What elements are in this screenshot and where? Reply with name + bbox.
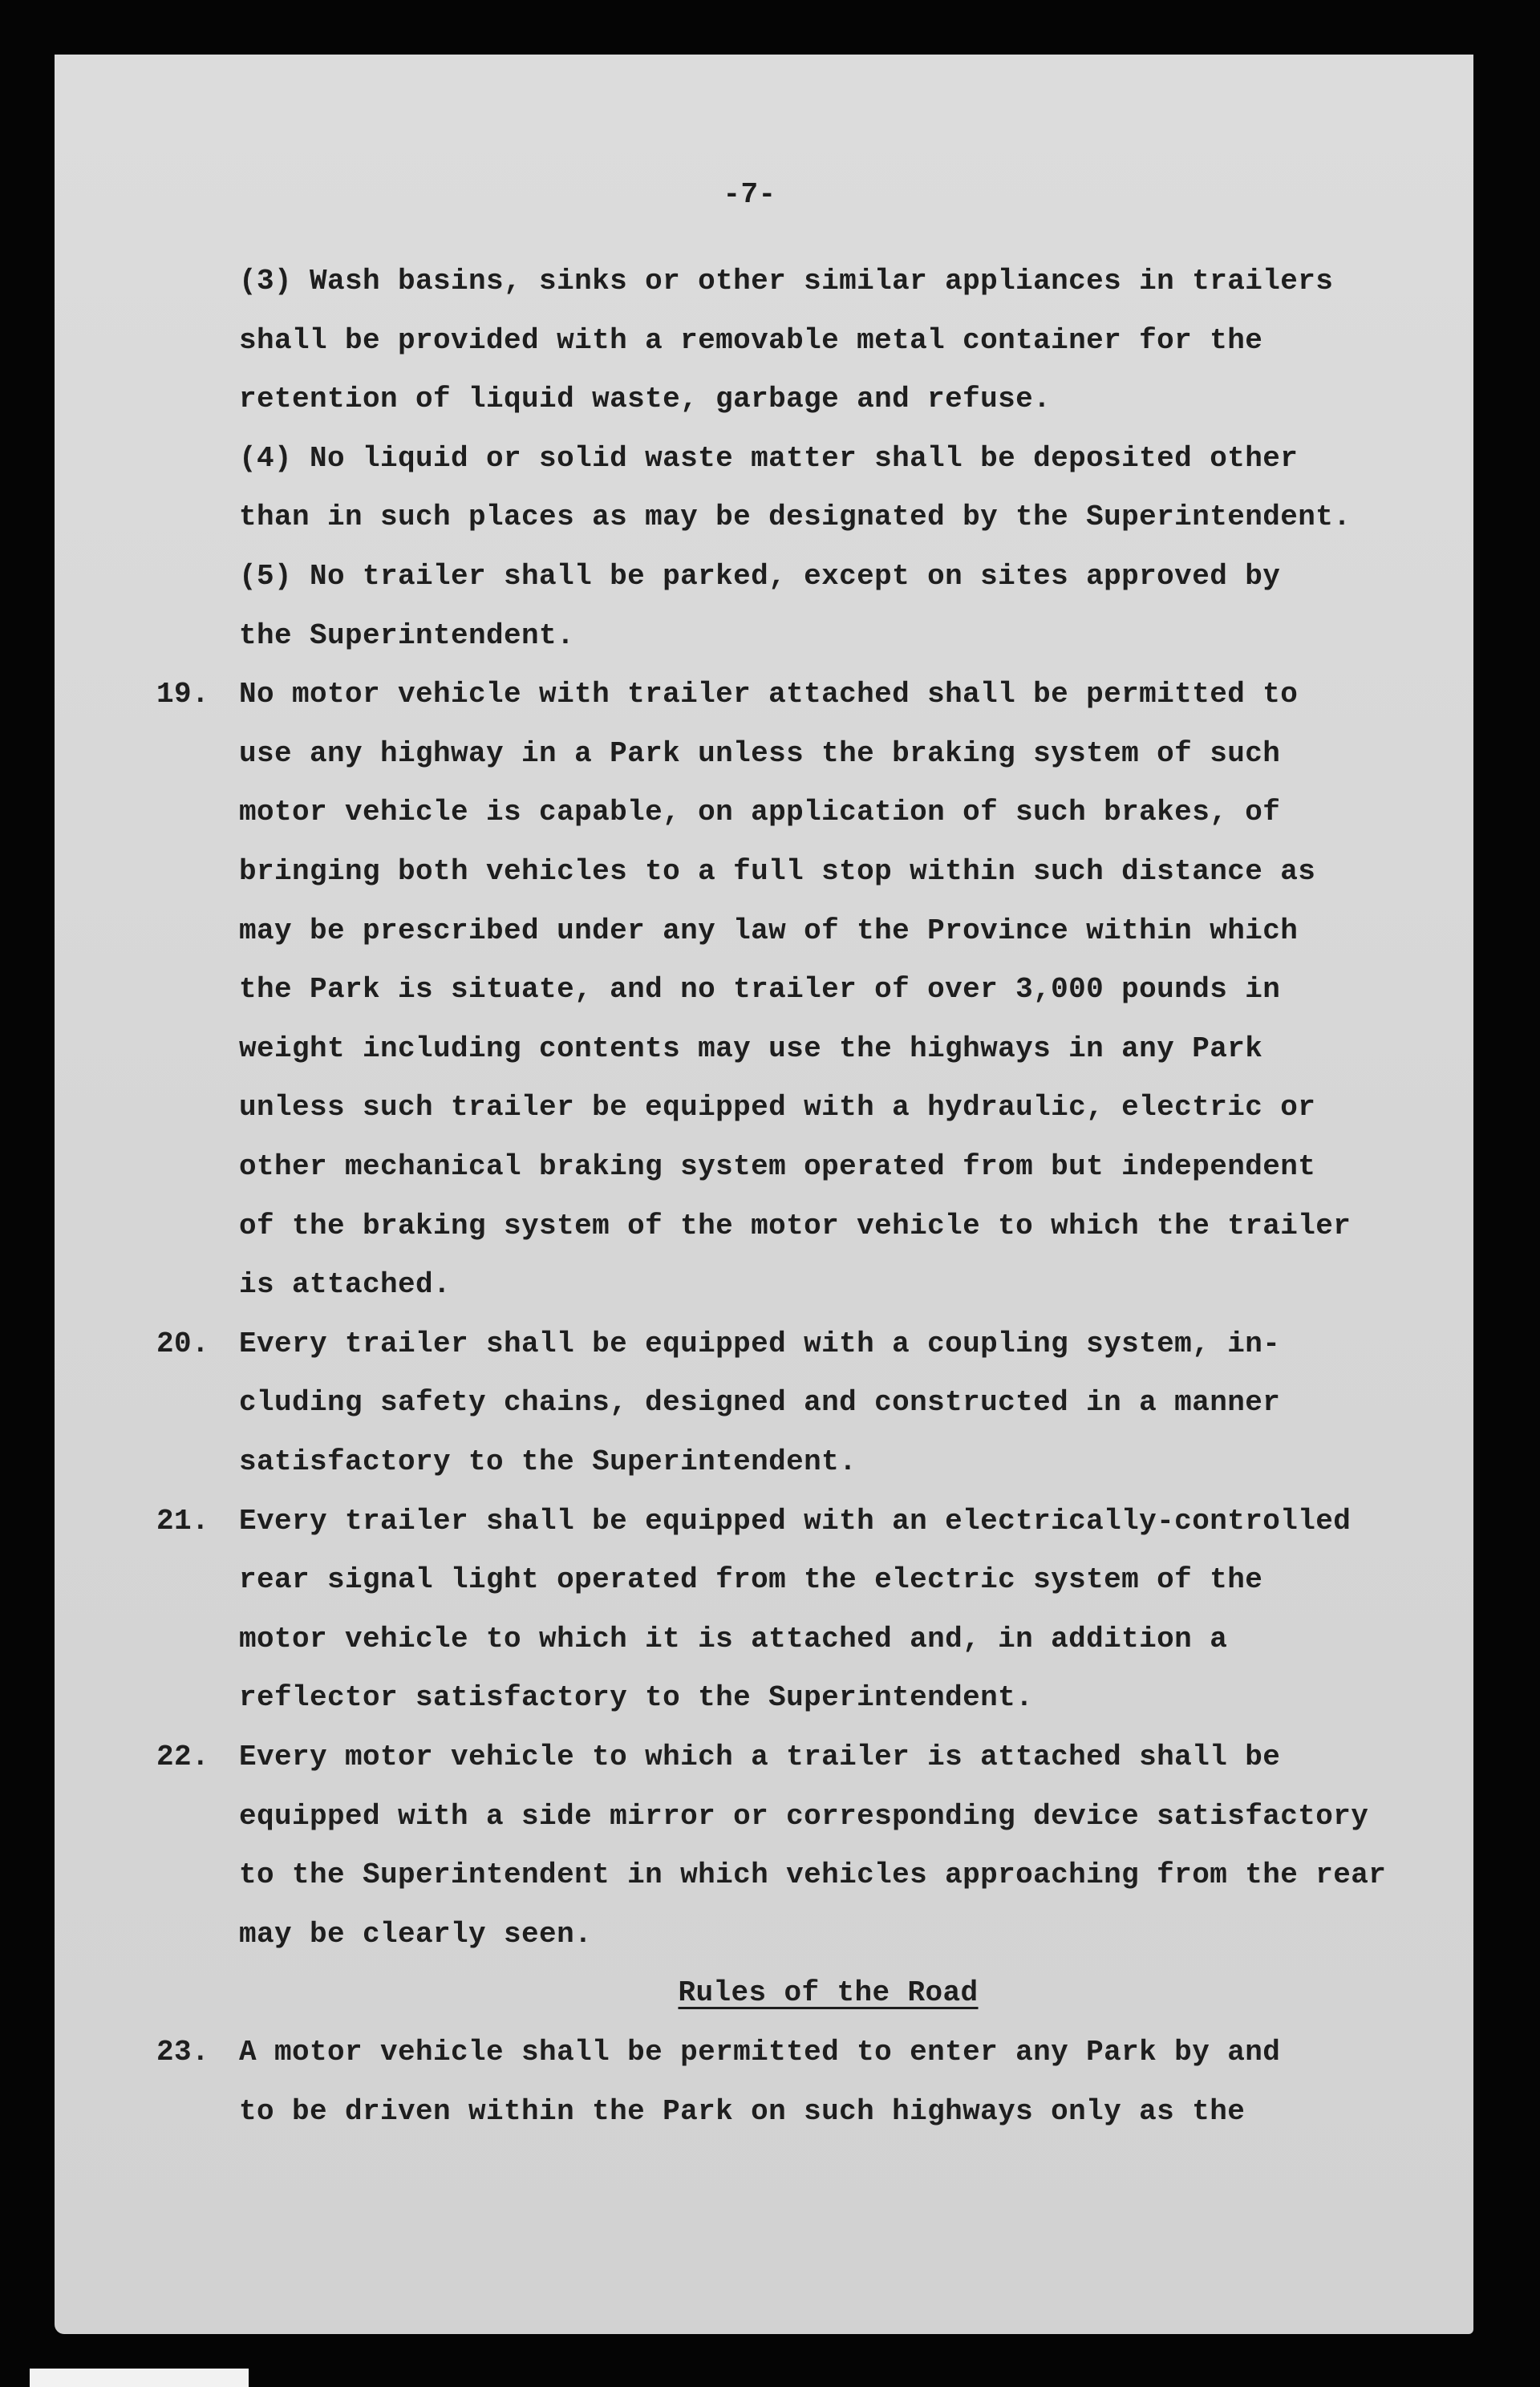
line-text: Every trailer shall be equipped with a coupling system, in- [239,1327,1281,1360]
text-line [55,784,1473,841]
text-line [55,371,1473,428]
line-text: (5) No trailer shall be parked, except on sites approved by [239,560,1281,593]
text-line [55,1080,1473,1136]
line-text: unless such trailer be equipped with a hydraulic, electric or [239,1091,1316,1125]
line-text: rear signal light operated from the electric system of the [239,1563,1263,1597]
document-page [55,55,1473,2334]
line-text: to the Superintendent in which vehicles approaching from the rear [239,1858,1387,1892]
line-text: reflector satisfactory to the Superintendent. [239,1681,1034,1715]
line-text: the Superintendent. [239,618,575,652]
line-text: Every trailer shall be equipped with an electrically-controlled [239,1504,1352,1538]
text-line [55,1434,1473,1490]
line-text: other mechanical braking system operated from but independent [239,1150,1316,1183]
line-text: of the braking system of the motor vehicle to which the trailer [239,1209,1352,1242]
text-line [55,1316,1473,1372]
line-text: than in such places as may be designated by the Superintendent. [239,500,1352,534]
text-line [55,2024,1473,2081]
text-line [55,1198,1473,1254]
section-number: 21. [156,1504,210,1538]
text-line [55,2084,1473,2140]
text-line [55,726,1473,782]
text-line [55,313,1473,369]
line-text: to be driven within the Park on such highways only as the [239,2094,1246,2128]
section-number: 20. [156,1327,210,1360]
line-text: retention of liquid waste, garbage and refuse. [239,383,1052,416]
text-line [55,549,1473,605]
line-text: equipped with a side mirror or corresponding device satisfactory [239,1799,1369,1833]
line-text: motor vehicle is capable, on application of such brakes, of [239,796,1281,829]
text-line [55,962,1473,1018]
line-text: bringing both vehicles to a full stop within such distance as [239,855,1316,888]
line-text: is attached. [239,1268,452,1302]
text-line [55,1847,1473,1903]
line-text: (3) Wash basins, sinks or other similar appliances in trailers [239,265,1334,298]
section-heading [55,1965,1473,2021]
section-heading-text: Rules of the Road [678,1976,979,2010]
text-line [55,431,1473,487]
line-text: (4) No liquid or solid waste matter shall be deposited other [239,441,1299,475]
line-text: A motor vehicle shall be permitted to enter any Park by and [239,2036,1281,2069]
text-line [55,489,1473,545]
line-text: shall be provided with a removable metal container for the [239,323,1263,357]
text-line [55,1670,1473,1726]
line-text: No motor vehicle with trailer attached shall be permitted to [239,678,1299,711]
line-text: may be prescribed under any law of the Province within which [239,914,1299,947]
text-line [55,844,1473,900]
section-number: 22. [156,1741,210,1773]
text-line [55,1493,1473,1550]
text-line [55,1611,1473,1668]
text-line [55,1257,1473,1313]
text-line [55,903,1473,959]
text-line [55,1375,1473,1431]
page-number: -7- [723,178,776,211]
line-text: satisfactory to the Superintendent. [239,1445,857,1478]
text-line [55,1907,1473,1963]
text-line [55,1021,1473,1077]
text-line [55,1729,1473,1785]
text-line [55,253,1473,310]
line-text: use any highway in a Park unless the braking system of such [239,736,1281,770]
film-label-tab [30,2369,249,2387]
section-number: 19. [156,678,210,711]
line-text: cluding safety chains, designed and constructed in a manner [239,1386,1281,1420]
line-text: motor vehicle to which it is attached and, in addition a [239,1622,1228,1656]
line-text: weight including contents may use the highways in any Park [239,1031,1263,1065]
text-line [55,608,1473,664]
text-line [55,1139,1473,1195]
line-text: may be clearly seen. [239,1917,593,1951]
line-text: the Park is situate, and no trailer of over 3,000 pounds in [239,973,1281,1007]
line-text: Every motor vehicle to which a trailer is attached shall be [239,1741,1281,1773]
section-number: 23. [156,2036,210,2069]
text-line [55,667,1473,723]
text-line [55,1789,1473,1845]
text-line [55,1552,1473,1608]
